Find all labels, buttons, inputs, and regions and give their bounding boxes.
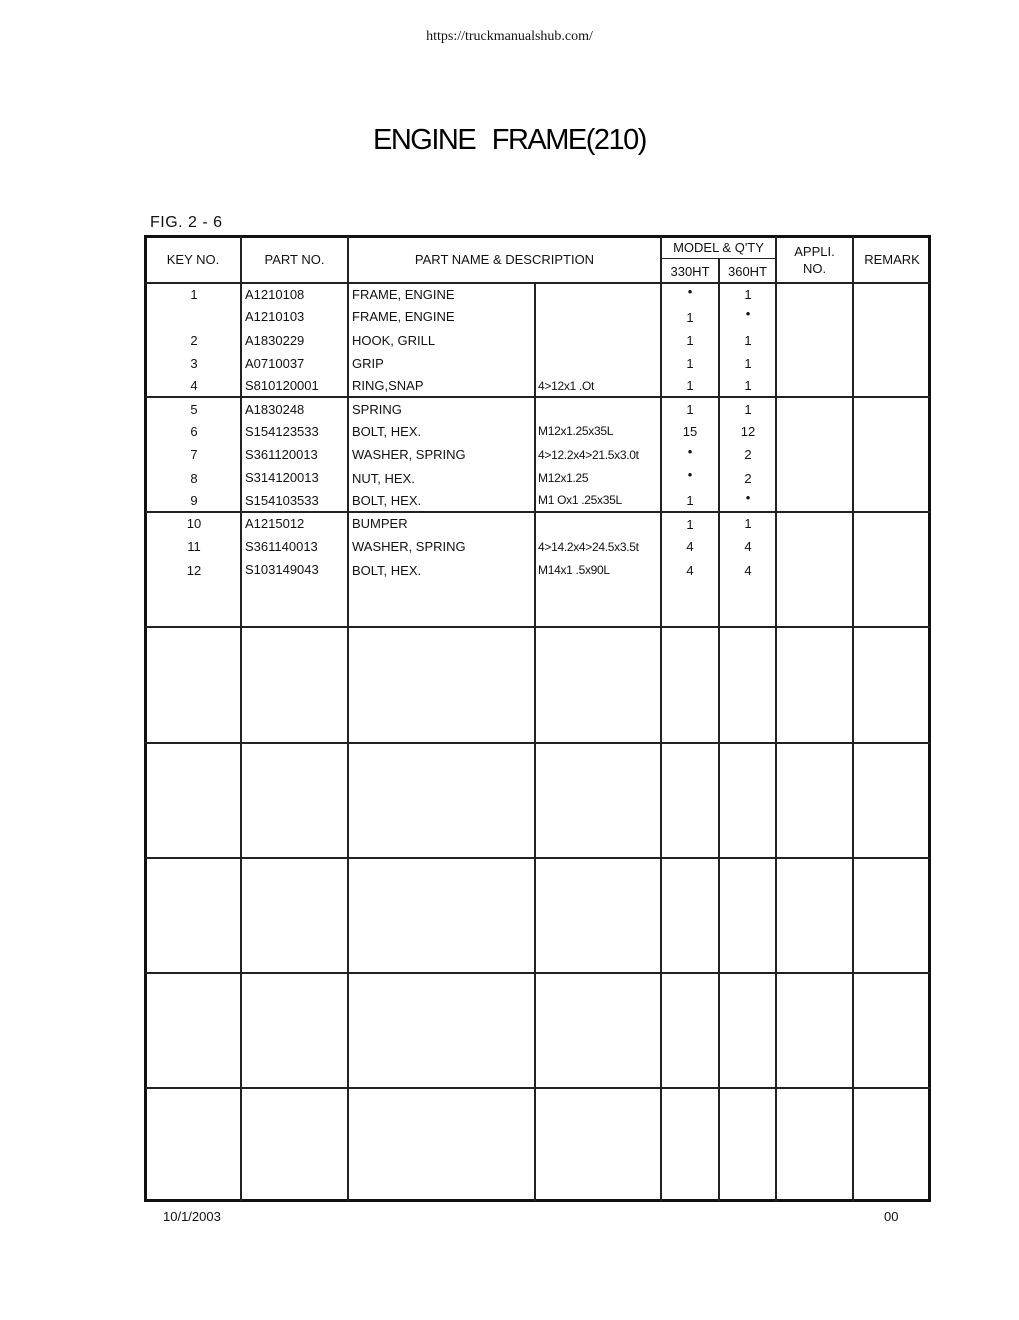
qty-360ht: 1	[744, 402, 752, 417]
part-name: GRIP	[352, 356, 384, 371]
header-part-no: PART NO.	[264, 252, 325, 267]
row-group-divider	[145, 742, 930, 744]
qty-360ht: •	[745, 306, 751, 321]
qty-330ht: 4	[686, 539, 694, 554]
part-spec: 4>12x1 .Ot	[538, 379, 595, 393]
part-spec: 4>12.2x4>21.5x3.0t	[538, 448, 639, 462]
part-name: NUT, HEX.	[352, 471, 415, 486]
part-name: SPRING	[352, 402, 402, 417]
row-group-divider	[145, 972, 930, 974]
part-no: A0710037	[245, 356, 305, 371]
column-divider	[347, 236, 349, 1201]
part-no: A1830229	[245, 333, 305, 348]
part-name: RING,SNAP	[352, 378, 424, 393]
part-spec: M12x1.25x35L	[538, 424, 614, 438]
key-no: 1	[190, 287, 198, 302]
qty-360ht: 2	[744, 447, 752, 462]
qty-330ht: 4	[686, 563, 694, 578]
part-name: WASHER, SPRING	[352, 539, 466, 554]
key-no: 11	[187, 539, 201, 554]
header-divider	[661, 258, 775, 259]
qty-360ht: 1	[744, 333, 752, 348]
qty-330ht: •	[687, 284, 693, 299]
row-group-divider	[145, 857, 930, 859]
qty-330ht: 1	[686, 333, 694, 348]
qty-360ht: 1	[744, 287, 752, 302]
part-no: S314120013	[245, 470, 319, 485]
part-no: S154123533	[245, 424, 319, 439]
header-model-360ht: 360HT	[727, 264, 768, 279]
key-no: 7	[190, 447, 198, 462]
qty-330ht: 1	[686, 517, 694, 532]
qty-330ht: 1	[686, 378, 694, 393]
part-name: BOLT, HEX.	[352, 424, 422, 439]
header-appli: APPLI.	[794, 244, 835, 259]
header-part-name: PART NAME & DESCRIPTION	[414, 252, 595, 267]
part-no: A1210108	[245, 287, 305, 302]
qty-360ht: 2	[744, 471, 752, 486]
part-name: FRAME, ENGINE	[352, 309, 455, 324]
qty-360ht: 4	[744, 539, 752, 554]
header-divider	[145, 282, 930, 284]
row-group-divider	[145, 1087, 930, 1089]
part-name: HOOK, GRILL	[352, 333, 436, 348]
column-divider	[852, 236, 854, 1201]
qty-330ht: 1	[686, 493, 694, 508]
footer-date: 10/1/2003	[163, 1209, 221, 1224]
part-name: FRAME, ENGINE	[352, 287, 455, 302]
key-no: 4	[190, 378, 198, 393]
qty-360ht: •	[745, 490, 751, 505]
page-title: ENGINE FRAME(210)	[373, 124, 646, 156]
part-spec: M14x1 .5x90L	[538, 563, 610, 577]
part-no: S361140013	[245, 539, 318, 554]
qty-360ht: 12	[740, 424, 756, 439]
header-model-330ht: 330HT	[670, 264, 710, 279]
header-model-qty: MODEL & Q'TY	[673, 240, 764, 255]
part-no: A1830248	[245, 402, 305, 417]
qty-330ht: 15	[682, 424, 698, 439]
row-group-divider	[145, 511, 930, 513]
part-spec: M12x1.25	[538, 471, 589, 485]
part-no: A1210103	[245, 309, 305, 324]
key-no: 6	[190, 424, 198, 439]
part-name: BOLT, HEX.	[352, 493, 422, 508]
figure-label: FIG. 2 - 6	[150, 214, 223, 231]
part-no: S103149043	[245, 562, 319, 577]
qty-330ht: •	[687, 467, 693, 482]
qty-330ht: 1	[686, 310, 694, 325]
qty-330ht: 1	[686, 356, 694, 371]
part-spec: M1 Ox1 .25x35L	[538, 493, 622, 507]
part-name: WASHER, SPRING	[352, 447, 466, 462]
qty-360ht: 1	[744, 516, 752, 531]
row-group-divider	[145, 396, 930, 398]
row-group-divider	[145, 626, 930, 628]
footer-page-number: 00	[884, 1209, 899, 1224]
qty-360ht: 1	[744, 356, 752, 371]
header-appli-no: NO.	[802, 261, 827, 276]
qty-360ht: 1	[744, 378, 752, 393]
part-no: S154103533	[245, 493, 319, 508]
part-name: BOLT, HEX.	[352, 563, 422, 578]
key-no: 8	[190, 471, 198, 486]
header-remark: REMARK	[864, 252, 920, 267]
part-no: S810120001	[245, 378, 319, 393]
key-no: 12	[186, 563, 202, 578]
header-key-no: KEY NO.	[166, 252, 220, 267]
column-divider	[718, 259, 720, 1201]
part-no: S361120013	[245, 447, 318, 462]
key-no: 5	[190, 402, 198, 417]
key-no: 9	[190, 493, 198, 508]
key-no: 2	[190, 333, 198, 348]
part-name: BUMPER	[352, 516, 408, 531]
part-no: A1215012	[245, 516, 305, 531]
qty-360ht: 4	[744, 563, 752, 578]
key-no: 3	[190, 356, 198, 371]
source-url: https://truckmanualshub.com/	[426, 29, 593, 44]
key-no: 10	[186, 516, 202, 531]
qty-330ht: 1	[686, 402, 694, 417]
qty-330ht: •	[687, 444, 693, 459]
part-spec: 4>14.2x4>24.5x3.5t	[538, 540, 639, 554]
